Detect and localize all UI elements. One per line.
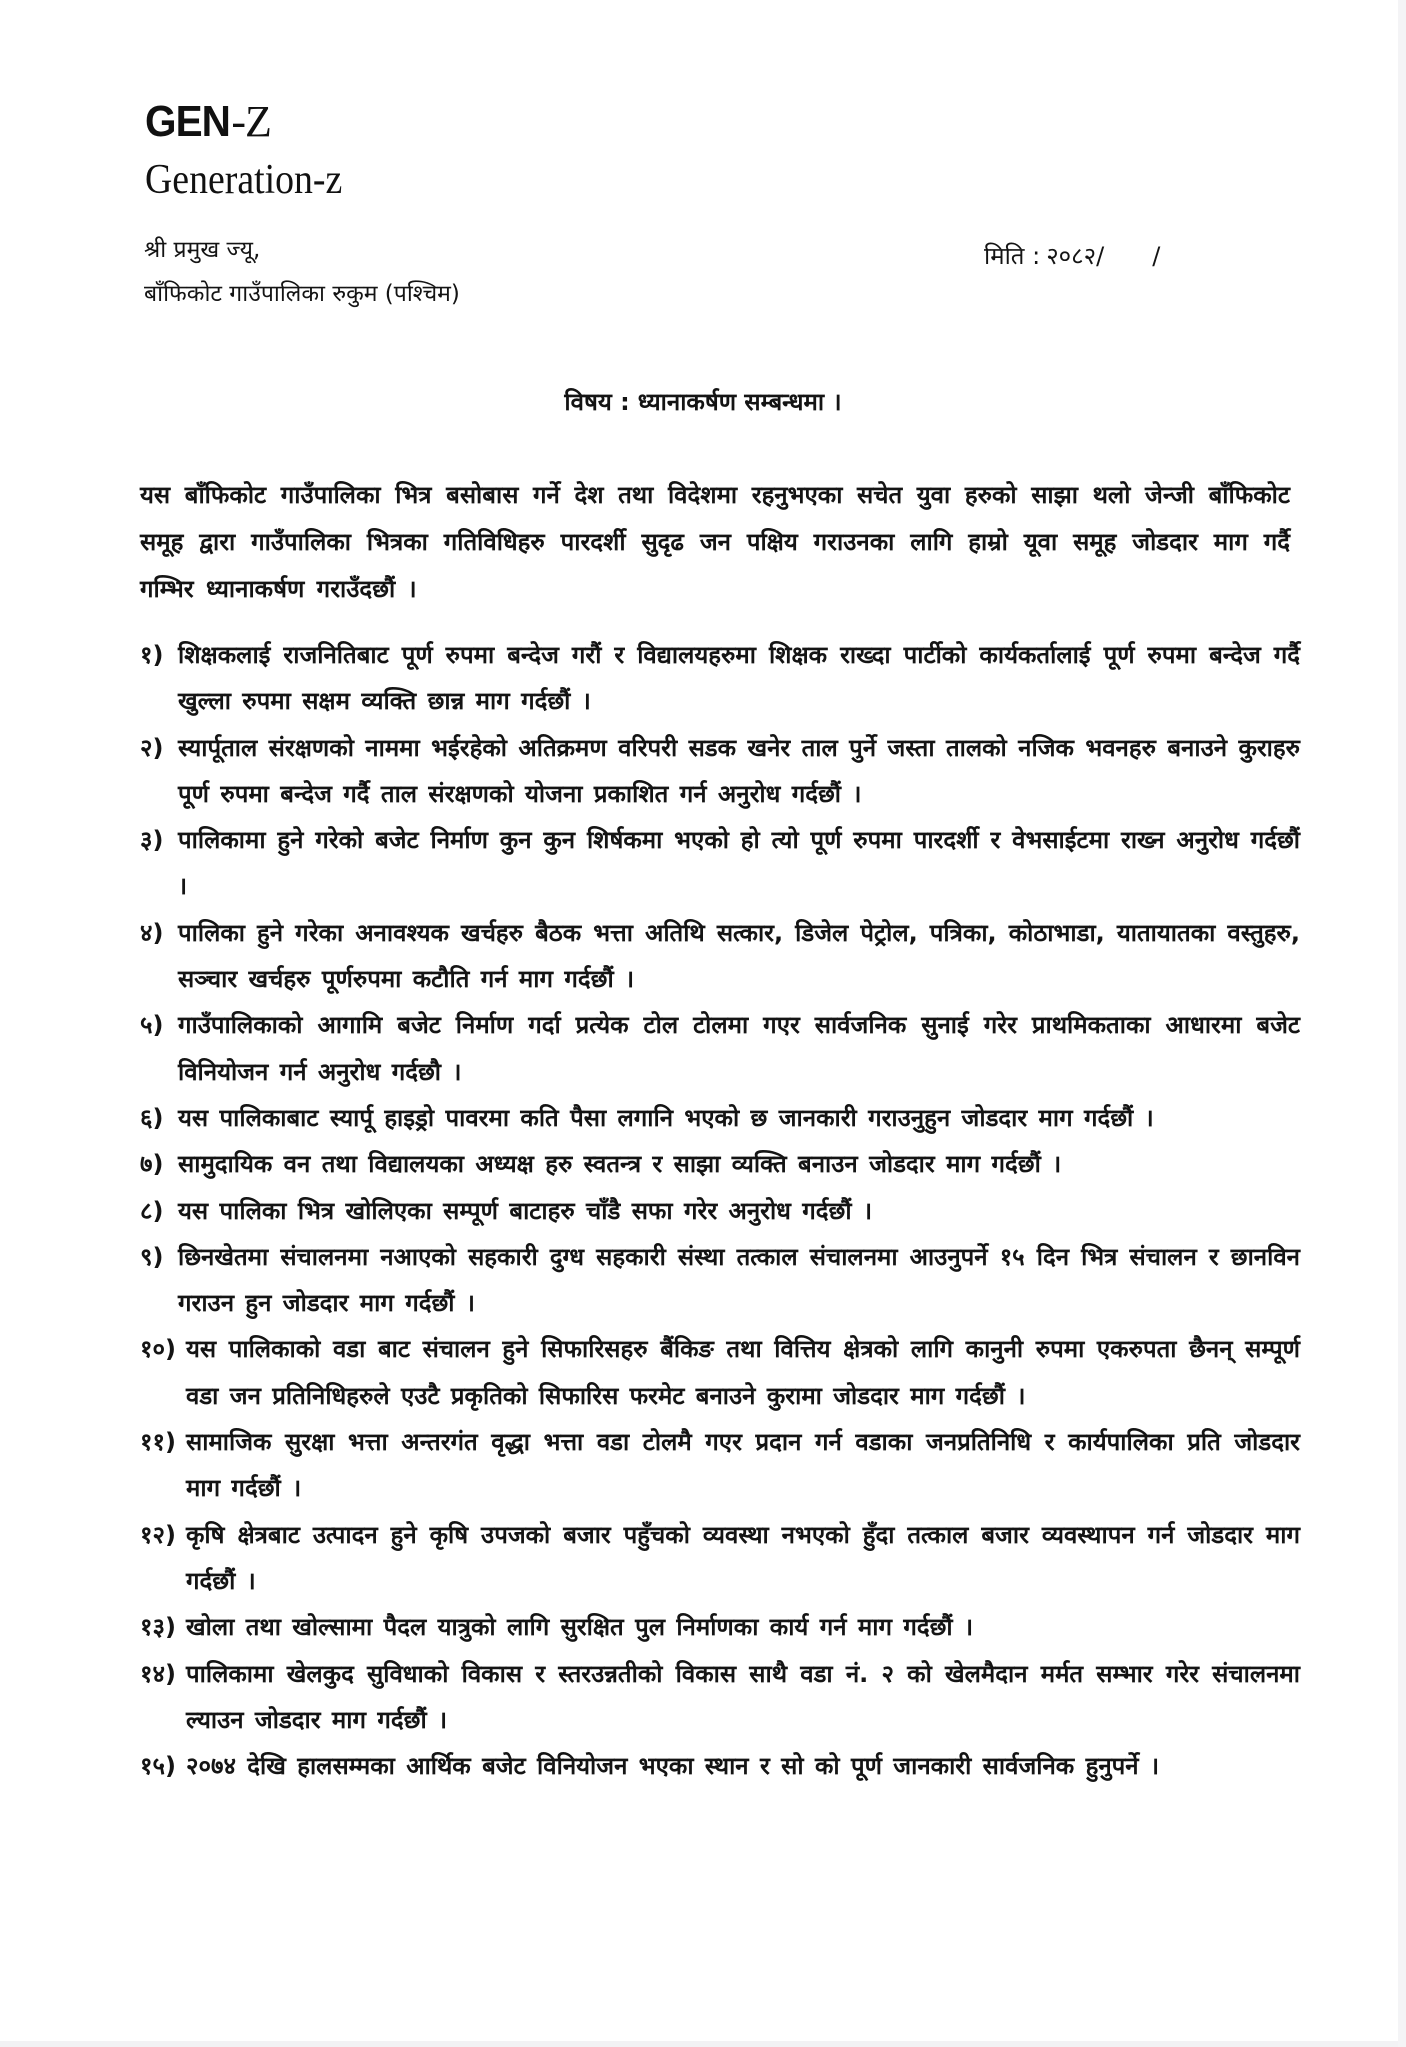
demand-item	[140, 1141, 1300, 1187]
demand-text: यस पालिका भित्र खोलिएका सम्पूर्ण बाटाहरु चाँडै सफा गरेर अनुरोध गर्दछौं ।	[178, 1196, 873, 1225]
demand-text: पालिकामा हुने गरेको बजेट निर्माण कुन कुन शिर्षकमा भएको हो त्यो पूर्ण रुपमा पारदर्शी र वेभसाईटमा राख्न अनुरोध गर्दछौं ।	[178, 826, 1300, 901]
demand-text: यस पालिकाबाट स्यार्पू हाइड्रो पावरमा कति पैसा लगानि भएको छ जानकारी गराउनुहुन जोडदार माग गर्दछौं ।	[178, 1103, 1154, 1132]
demand-text: सामुदायिक वन तथा विद्यालयका अध्यक्ष हरु स्वतन्त्र र साझा व्यक्ति बनाउन जोडदार माग गर्दछौं ।	[178, 1150, 1062, 1179]
demand-number: २)	[140, 733, 164, 762]
demand-item	[140, 1419, 1300, 1512]
demand-number: १३)	[140, 1613, 176, 1642]
demand-item	[140, 1512, 1300, 1605]
demand-item	[140, 1326, 1300, 1419]
demand-number: ६)	[140, 1103, 164, 1132]
subject-line	[0, 380, 1406, 424]
date-trailing-slash: /	[1152, 242, 1161, 270]
subject-text: ध्यानाकर्षण सम्बन्धमा ।	[637, 388, 842, 416]
org-logo-title	[145, 96, 271, 148]
demand-text: खोला तथा खोल्सामा पैदल यात्रुको लागि सुरक्षित पुल निर्माणका कार्य गर्न माग गर्दछौं ।	[186, 1613, 974, 1642]
demand-item	[140, 1743, 1300, 1789]
intro-paragraph: यस बाँफिकोट गाउँपालिका भित्र बसोबास गर्ने देश तथा विदेशमा रहनुभएका सचेत युवा हरुको साझा थलो जेन्जी बाँफिकोट समूह द्वारा गाउँपालिका भित्रका गतिविधिहरु पारदर्शी सुदृढ जन पक्षिय गराउनका लागि हाम्रो यूवा समूह जोडदार माग गर्दै गम्भिर ध्यानाकर्षण गराउँदछौं ।	[140, 481, 1290, 603]
demand-text: पालिकामा खेलकुद सुविधाको विकास र स्तरउन्नतीको विकास साथै वडा नं. २ को खेलमैदान मर्मत सम्भार गरेर संचालनमा ल्याउन जोडदार माग गर्दछौं ।	[186, 1659, 1300, 1734]
demand-text: गाउँपालिकाको आगामि बजेट निर्माण गर्दा प्रत्येक टोल टोलमा गएर सार्वजनिक सुनाई गरेर प्राथमिकताका आधारमा बजेट विनियोजन गर्न अनुरोध गर्दछौ ।	[178, 1011, 1300, 1086]
addressee-line-1: श्री प्रमुख ज्यू,	[144, 237, 261, 263]
demand-item	[140, 1002, 1300, 1095]
demand-number: ८)	[140, 1196, 164, 1225]
demand-item	[140, 910, 1300, 1003]
demand-text: शिक्षकलाई राजनितिबाट पूर्ण रुपमा बन्देज गरौं र विद्यालयहरुमा शिक्षक राख्दा पार्टीको कार्यकर्तालाई पूर्ण रुपमा बन्देज गर्दै खुल्ला रुपमा सक्षम व्यक्ति छान्न माग गर्दछौं ।	[178, 641, 1300, 716]
org-subtitle: Generation-z	[145, 157, 343, 203]
demand-item	[140, 1095, 1300, 1141]
demand-text: पालिका हुने गरेका अनावश्यक खर्चहरु बैठक भत्ता अतिथि सत्कार, डिजेल पेट्रोल, पत्रिका, कोठाभाडा, यातायातका वस्तुहरु, सञ्चार खर्चहरु पूर्णरुपमा कटौति गर्न माग गर्दछौं ।	[178, 918, 1300, 994]
logo-dash-z: -Z	[231, 97, 271, 146]
demand-item	[140, 1188, 1300, 1234]
demand-text: स्यार्पूताल संरक्षणको नाममा भईरहेको अतिक्रमण वरिपरी सडक खनेर ताल पुर्ने जस्ता तालको नजिक भवनहरु बनाउने कुराहरु पूर्ण रुपमा बन्देज गर्दै ताल संरक्षणको योजना प्रकाशित गर्न अनुरोध गर्दछौं ।	[178, 733, 1300, 808]
demand-number: १४)	[140, 1659, 176, 1688]
demand-number: ७)	[140, 1150, 164, 1179]
demand-number: ३)	[140, 826, 164, 855]
demand-item	[140, 1604, 1300, 1650]
demand-number: ११)	[140, 1428, 176, 1457]
subject-label: विषय :	[564, 388, 630, 416]
demand-item	[140, 1234, 1300, 1327]
addressee-line-2: बाँफिकोट गाउँपालिका रुकुम (पश्चिम)	[144, 281, 460, 307]
demand-number: १५)	[140, 1752, 176, 1781]
demand-item	[140, 725, 1300, 818]
demand-item	[140, 632, 1300, 725]
date-value: २०८२/	[1046, 242, 1105, 270]
date-field	[984, 234, 1160, 278]
demand-text: सामाजिक सुरक्षा भत्ता अन्तरगंत वृद्धा भत्ता वडा टोलमै गएर प्रदान गर्न वडाका जनप्रतिनिधि र कार्यपालिका प्रति जोडदार माग गर्दछौं ।	[186, 1428, 1300, 1503]
demand-number: ५)	[140, 1011, 164, 1040]
demand-number: ९)	[140, 1242, 164, 1271]
demand-item	[140, 817, 1300, 910]
demand-text: छिनखेतमा संचालनमा नआएको सहकारी दुग्ध सहकारी संस्था तत्काल संचालनमा आउनुपर्ने १५ दिन भित्र संचालन र छानविन गराउन हुन जोडदार माग गर्दछौं ।	[178, 1242, 1300, 1318]
demand-number: १२)	[140, 1520, 176, 1549]
logo-bold-text: GEN	[145, 97, 230, 146]
demand-item	[140, 1651, 1300, 1744]
demand-number: ४)	[140, 918, 164, 947]
demand-text: यस पालिकाको वडा बाट संचालन हुने सिफारिसहरु बैंकिङ तथा वित्तिय क्षेत्रको लागि कानुनी रुपमा एकरुपता छैनन् सम्पूर्ण वडा जन प्रतिनिधिहरुले एउटै प्रकृतिको सिफारिस फरमेट बनाउने कुरामा जोडदार माग गर्दछौं ।	[186, 1335, 1300, 1410]
addressee-block	[144, 228, 460, 316]
date-label: मिति :	[984, 242, 1041, 270]
demand-number: १)	[140, 641, 164, 669]
demand-text: २०७४ देखि हालसम्मका आर्थिक बजेट विनियोजन भएका स्थान र सो को पूर्ण जानकारी सार्वजनिक हुनुपर्ने ।	[186, 1752, 1160, 1781]
demands-list	[140, 632, 1300, 1789]
demand-text: कृषि क्षेत्रबाट उत्पादन हुने कृषि उपजको बजार पहुँचको व्यवस्था नभएको हुँदा तत्काल बजार व्यवस्थापन गर्न जोडदार माग गर्दछौं ।	[186, 1520, 1300, 1595]
demand-number: १०)	[140, 1335, 176, 1364]
